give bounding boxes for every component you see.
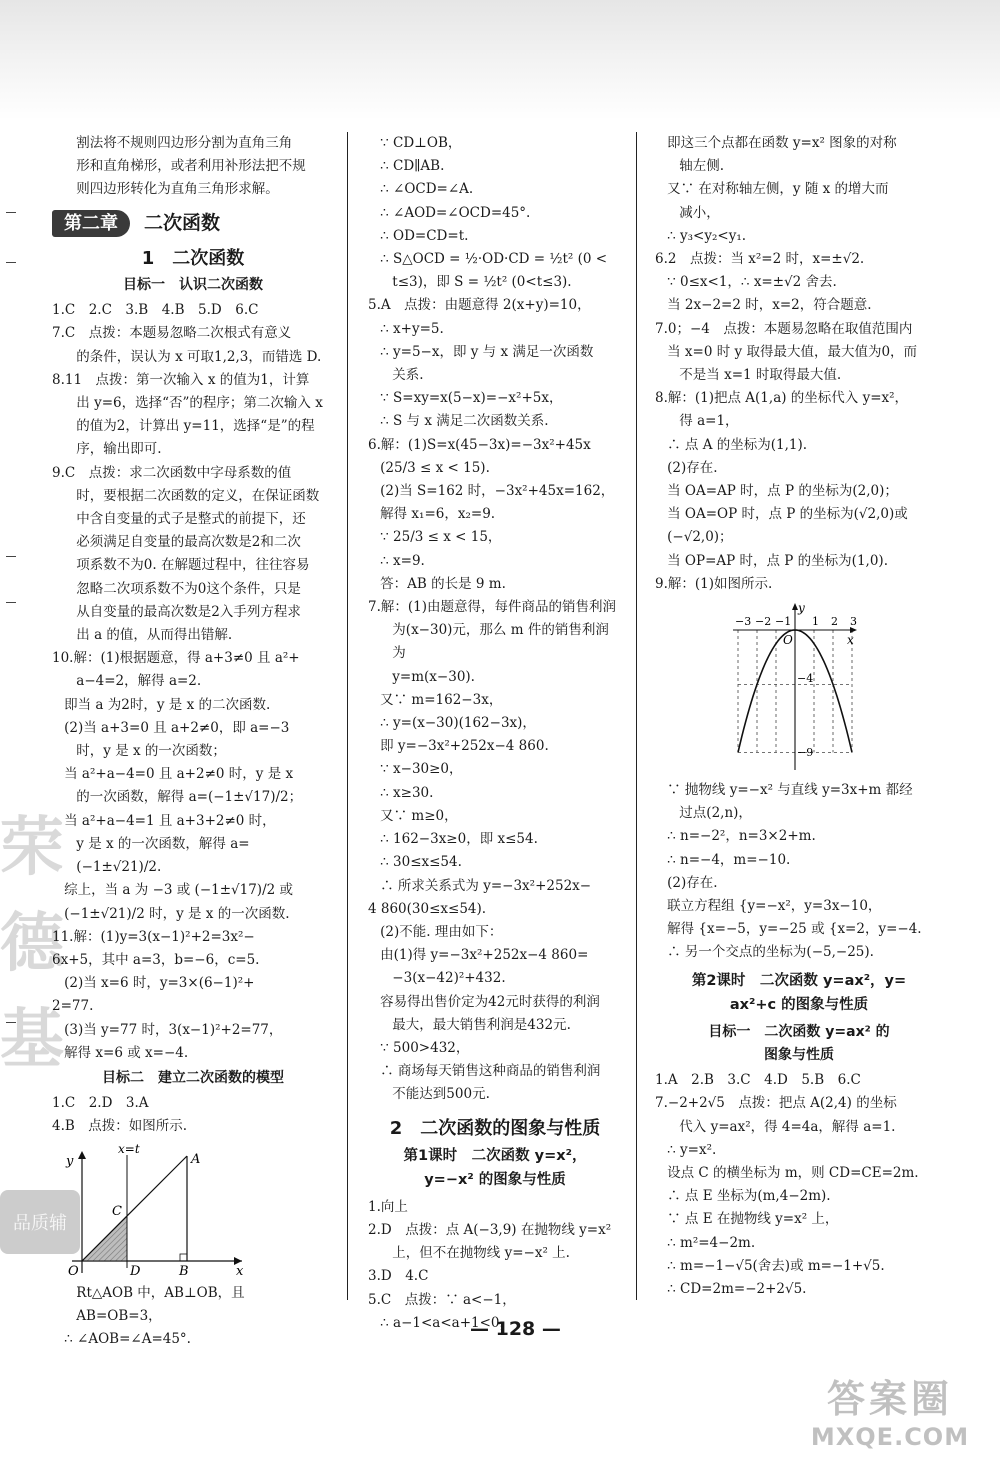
text-line: 轴左侧. — [679, 158, 725, 175]
text-line: ∴ a−1<a<a+1<0， — [380, 1314, 513, 1331]
text-line: (2)当 x=6 时，y=3×(6−1)²+ — [64, 975, 255, 992]
text-line: ∴ y=5−x，即 y 与 x 满足一次函数 — [380, 343, 594, 360]
text-line: 8.11 点拨：第一次输入 x 的值为1，计算 — [52, 371, 310, 388]
text-line: 过点(2,n)， — [679, 805, 752, 822]
text-line: ∴ y=(x−30)(162−3x)， — [380, 715, 536, 732]
answer-block — [655, 132, 943, 596]
text-line: 割法将不规则四边形分割为直角三角 — [76, 135, 293, 151]
text-line: 又∵ m=162−3x， — [380, 691, 503, 708]
x-tick-label: 1 — [812, 615, 819, 629]
text-line: ∴ ∠AOB=∠A=45°. — [64, 1330, 191, 1347]
x-label: x — [847, 633, 854, 648]
text-line: 中含自变量的式子是整式的前提下，还 — [76, 511, 306, 528]
section-title: 2 二次函数的图象与性质 — [389, 1117, 601, 1139]
text-line: 6x+5，其中 a=3，b=−6，c=5. — [52, 951, 260, 968]
text-line: 当 2x−2=2 时，x=2，符合题意. — [667, 297, 872, 314]
text-line: 出 a 的值，从而得出错解. — [76, 627, 233, 644]
x-tick-label: 3 — [850, 615, 857, 629]
column-divider — [347, 132, 348, 1300]
text-line: y=m(x−30). — [392, 668, 475, 685]
text-line: (25/3 ≤ x < 15). — [380, 459, 490, 476]
point-a-label: A — [191, 1151, 201, 1167]
text-line: 9.解：(1)如图所示. — [655, 575, 773, 592]
text-line: 7.0；−4 点拨：本题易忽略在取值范围内 — [655, 320, 913, 337]
text-line: 综上，当 a 为 −3 或 (−1±√17)/2 或 — [64, 882, 294, 899]
text-line: ∴ CD∥AB. — [380, 158, 445, 175]
text-line: 的值为2，计算出 y=11，选择“是”的程 — [76, 418, 315, 435]
text-line: ∵ S=xy=x(5−x)=−x²+5x， — [380, 390, 563, 407]
text-line: 当 a²+a−4=1 且 a+3+2≠0 时， — [64, 812, 276, 829]
text-line: 10.解：(1)根据题意，得 a+3≠0 且 a²+ — [52, 650, 300, 667]
text-line: t≤3)，即 S = ½t² (0<t≤3). — [392, 274, 572, 291]
text-line: 1.向上 — [368, 1198, 408, 1215]
text-line: 当 a²+a−4=0 且 a+2≠0 时，y 是 x — [64, 766, 294, 783]
text-line: 7.−2+2√5 点拨：把点 A(2,4) 的坐标 — [655, 1095, 897, 1112]
x-label: x — [236, 1263, 244, 1278]
text-line: 1.C 2.C 3.B 4.B 5.D 6.C — [52, 302, 259, 319]
text-line: ∴ n=−4，m=−10. — [667, 851, 791, 868]
answer-column-1 — [52, 132, 334, 1351]
triangle-figure — [52, 1143, 252, 1278]
answer-block — [52, 1282, 334, 1352]
text-line: ∴ 另一个交点的坐标为(−5,−25). — [667, 944, 874, 961]
answer-column-2 — [368, 132, 622, 1335]
x-tick-label: −2 — [755, 615, 772, 629]
watermark-left: 荣德基 — [0, 811, 64, 1077]
text-line: (2)当 S=162 时，−3x²+45x=162， — [380, 483, 615, 500]
text-line: (2)当 a+3=0 且 a+2≠0，即 a=−3 — [64, 719, 290, 736]
text-line: ∴ 30≤x≤54. — [380, 854, 462, 871]
text-line: ∴ m=−1−√5(舍去)或 m=−1+√5. — [667, 1257, 885, 1274]
intro-text — [52, 132, 334, 202]
text-line: 当 OA=AP 时，点 P 的坐标为(2,0)； — [667, 483, 898, 500]
text-line: ∴ 点 E 坐标为(m,4−2m). — [667, 1188, 831, 1205]
text-line: 又∵ m≥0， — [380, 807, 458, 824]
text-line: ∴ n=−2²，n=3×2+m. — [667, 828, 816, 845]
text-line: 即这三个点都在函数 y=x² 图象的对称 — [667, 135, 897, 151]
text-line: (3)当 y=77 时，3(x−1)²+2=77， — [64, 1021, 283, 1038]
y-tick-label: −9 — [797, 746, 814, 760]
text-line: 上，但不在抛物线 y=−x² 上. — [392, 1245, 570, 1262]
text-line: 必须满足自变量的最高次数是2和二次 — [76, 534, 301, 551]
watermark-logo — [790, 1368, 990, 1451]
text-line: ∵ 点 E 在抛物线 y=x² 上， — [667, 1211, 839, 1228]
text-line: 时，y 是 x 的一次函数； — [76, 743, 226, 760]
point-b-label: B — [179, 1263, 189, 1278]
text-line: 时，要根据二次函数的定义，在保证函数 — [76, 487, 320, 504]
text-line: ∴ x+y=5. — [380, 320, 444, 337]
point-c-label: C — [112, 1203, 122, 1219]
text-line: 的一次函数，解得 a=(−1±√17)/2； — [76, 789, 303, 806]
x-tick-label: −1 — [775, 615, 792, 629]
text-line: 答：AB 的长是 9 m. — [380, 575, 506, 592]
edge-mark — [6, 262, 16, 263]
watermark-url: MXQE.COM — [810, 1423, 970, 1451]
text-line: ∴ 162−3x≥0，即 x≤54. — [380, 831, 538, 848]
text-line: 当 OA=OP 时，点 P 的坐标为(√2,0)或 — [667, 506, 908, 523]
text-line: 1.A 2.B 3.C 4.D 5.B 6.C — [655, 1072, 861, 1089]
text-line: ∴ ∠AOD=∠OCD=45°. — [380, 204, 531, 221]
text-line: 1.C 2.D 3.A — [52, 1095, 149, 1112]
answer-block — [52, 299, 334, 1065]
text-line: (−√2,0)； — [667, 529, 733, 546]
chapter-header — [52, 210, 334, 237]
text-line: 3.D 4.C — [368, 1268, 429, 1285]
text-line: 4 860(30≤x≤54). — [368, 900, 487, 917]
section-title: 1 二次函数 — [141, 247, 245, 269]
text-line: 5.A 点拨：由题意得 2(x+y)=10， — [368, 297, 591, 314]
text-line: 序，输出即可. — [76, 441, 162, 458]
origin-label: O — [783, 633, 793, 648]
text-line: ∴ S 与 x 满足二次函数关系. — [380, 413, 549, 430]
arrow-icon — [78, 1151, 86, 1159]
text-line: ∴ CD=2m=−2+2√5. — [667, 1280, 807, 1297]
lesson-title-line: 第1课时 二次函数 y=x²， — [403, 1147, 587, 1164]
text-line: 为(x−30)元，那么 m 件的销售利润为 — [392, 622, 609, 662]
right-angle-mark — [180, 1254, 187, 1261]
text-line: ∴ OD=CD=t. — [380, 227, 469, 244]
text-line: 则四边形转化为直角三角形求解。 — [76, 181, 279, 198]
text-line: ∴ S△OCD = ½·OD·CD = ½t² (0 < — [380, 251, 608, 268]
text-line: ∴ 所求关系式为 y=−3x²+252x− — [380, 877, 592, 894]
text-line: 代入 y=ax²，得 4=4a，解得 a=1. — [679, 1118, 896, 1135]
text-line: 7.解：(1)由题意得，每件商品的销售利润 — [368, 599, 617, 616]
text-line: 解得 x₁=6，x₂=9. — [380, 506, 496, 523]
text-line: ∵ CD⊥OB， — [380, 135, 462, 151]
text-line: 11.解：(1)y=3(x−1)²+2=3x²− — [52, 928, 255, 945]
text-line: 解得 x=6 或 x=−4. — [64, 1044, 189, 1061]
text-line: (−1±√21)/2 时，y 是 x 的一次函数. — [64, 905, 290, 922]
text-line: 2.D 点拨：点 A(−3,9) 在抛物线 y=x² — [368, 1221, 612, 1238]
text-line: 最大，最大销售利润是432元. — [392, 1016, 571, 1033]
text-line: ∴ x=9. — [380, 552, 425, 569]
y-label: y — [66, 1153, 74, 1169]
answer-block — [368, 132, 622, 1107]
text-line: 由(1)得 y=−3x²+252x−4 860= — [380, 947, 589, 964]
answer-block — [655, 779, 943, 965]
goal-heading: 目标一 认识二次函数 — [123, 277, 263, 294]
text-line: 设点 C 的横坐标为 m，则 CD=CE=2m. — [667, 1164, 919, 1181]
lesson-title-line: 第2课时 二次函数 y=ax²，y= — [691, 972, 907, 989]
lesson-title-line: y=−x² 的图象与性质 — [424, 1171, 566, 1188]
text-line: ∴ y=x². — [667, 1141, 717, 1158]
text-line: ∴ 商场每天销售这种商品的销售利润 — [380, 1063, 601, 1080]
watermark-text: 答案圈 — [826, 1377, 953, 1421]
text-line: 2=77. — [52, 998, 94, 1015]
text-line: 6.2 点拨：当 x²=2 时，x=±√2. — [655, 251, 865, 268]
answer-column-3 — [655, 132, 943, 1301]
text-line: ∵ 抛物线 y=−x² 与直线 y=3x+m 都经 — [667, 782, 913, 799]
scan-shadow — [0, 0, 1000, 120]
answer-block — [368, 1196, 622, 1335]
text-line: ∵ x−30≥0， — [380, 761, 463, 778]
text-line: (2)不能. 理由如下： — [380, 923, 503, 940]
text-line: ∵ 25/3 ≤ x < 15， — [380, 529, 502, 546]
chapter-badge: 第二章 — [52, 210, 130, 237]
x-tick-label: −3 — [735, 615, 752, 629]
origin-label: O — [68, 1263, 79, 1278]
edge-mark — [6, 602, 16, 603]
text-line: (2)存在. — [667, 459, 718, 476]
text-line: 不能达到500元. — [392, 1086, 490, 1103]
goal-heading-line: 图象与性质 — [764, 1046, 834, 1063]
lesson-title-line: ax²+c 的图象与性质 — [729, 996, 869, 1013]
text-line: 4.B 点拨：如图所示. — [52, 1118, 188, 1135]
text-line: ∴ y₃<y₂<y₁. — [667, 227, 747, 244]
text-line: 又∵ 在对称轴左侧，y 随 x 的增大而 — [667, 181, 889, 198]
line-label: x=t — [118, 1142, 140, 1156]
y-tick-label: −4 — [797, 672, 814, 686]
text-line: 的条件，误认为 x 可取1,2,3，而错选 D. — [76, 348, 322, 365]
text-line: y 是 x 的一次函数，解得 a=(−1±√21)/2. — [76, 835, 250, 876]
lesson-title — [655, 969, 943, 1017]
edge-mark — [6, 556, 16, 557]
x-tick-label: 2 — [831, 615, 838, 629]
text-line: 忽略二次项系数不为0这个条件，只是 — [76, 580, 301, 597]
text-line: 7.C 点拨：本题易忽略二次根式有意义 — [52, 325, 292, 342]
text-line: 联立方程组 {y=−x²，y=3x−10， — [667, 898, 882, 915]
text-line: 9.C 点拨：求二次函数中字母系数的值 — [52, 464, 292, 481]
text-line: ∴ 点 A 的坐标为(1,1). — [667, 436, 808, 453]
line-oa — [82, 1156, 187, 1261]
text-line: 即当 a 为2时，y 是 x 的二次函数. — [64, 696, 271, 713]
watermark-stamp: 品质辅 — [0, 1190, 80, 1254]
text-line: 5.C 点拨：∵ a<−1， — [368, 1291, 516, 1308]
parabola-figure — [655, 600, 943, 775]
text-line: 从自变量的最高次数是2入手列方程求 — [76, 603, 301, 620]
text-line: ∵ 500>432， — [380, 1039, 470, 1056]
text-line: 不是当 x=1 时取得最大值. — [679, 367, 842, 384]
text-line: Rt△AOB 中，AB⊥OB，且 AB=OB=3， — [76, 1284, 249, 1324]
text-line: ∴ x≥30. — [380, 784, 434, 801]
answer-block — [655, 1069, 943, 1301]
text-line: 即 y=−3x²+252x−4 860. — [380, 738, 549, 755]
text-line: 出 y=6，选择“否”的程序；第二次输入 x — [76, 395, 323, 412]
goal-heading-line: 目标一 二次函数 y=ax² 的 — [708, 1023, 890, 1040]
text-line: 8.解：(1)把点 A(1,a) 的坐标代入 y=x²， — [655, 390, 909, 407]
text-line: −3(x−42)²+432. — [392, 970, 506, 987]
goal-heading: 目标二 建立二次函数的模型 — [102, 1069, 284, 1086]
edge-mark — [6, 212, 16, 213]
text-line: 解得 {x=−5，y=−25 或 {x=2，y=−4. — [667, 921, 922, 938]
text-line: 6.解：(1)S=x(45−3x)=−3x²+45x — [368, 436, 591, 453]
text-line: ∴ ∠OCD=∠A. — [380, 181, 474, 198]
text-line: 得 a=1， — [679, 413, 739, 430]
goal-heading — [655, 1021, 943, 1067]
text-line: 当 x=0 时 y 取得最大值，最大值为0，而 — [667, 343, 918, 360]
text-line: 项系数不为0. 在解题过程中，往往容易 — [76, 557, 310, 574]
chapter-title: 二次函数 — [144, 211, 221, 234]
text-line: ∴ m²=4−2m. — [667, 1234, 756, 1251]
text-line: (2)存在. — [667, 874, 718, 891]
y-label: y — [798, 601, 805, 616]
text-line: 关系. — [392, 367, 424, 384]
lesson-title — [368, 1144, 622, 1192]
text-line: a−4=2，解得 a=2. — [76, 673, 202, 690]
text-line: 减小， — [679, 204, 720, 221]
point-d-label: D — [130, 1263, 141, 1278]
answer-block — [52, 1092, 334, 1138]
column-divider — [636, 132, 637, 1300]
text-line: 容易得出售价定为42元时获得的利润 — [380, 993, 600, 1010]
page-number: — 128 — — [470, 1318, 561, 1340]
text-line: 当 OP=AP 时，点 P 的坐标为(1,0). — [667, 552, 888, 569]
text-line: 形和直角梯形，或者利用补形法把不规 — [76, 158, 306, 175]
text-line: ∵ 0≤x<1，∴ x=±√2 舍去. — [667, 274, 837, 291]
